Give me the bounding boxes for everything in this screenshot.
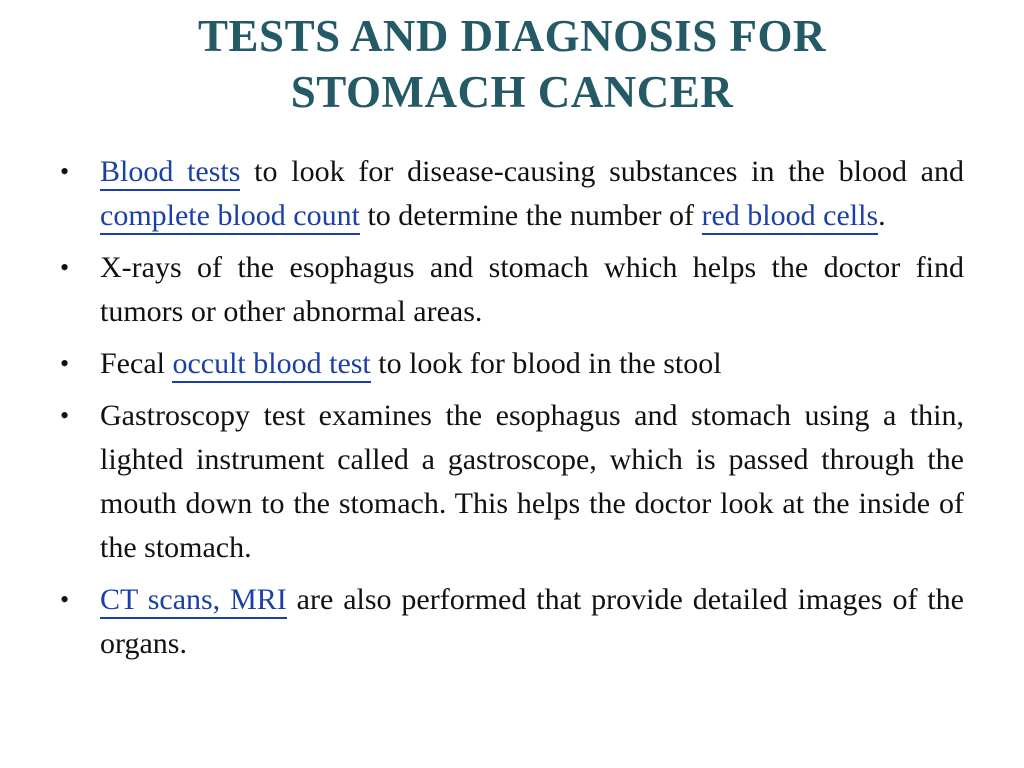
slide-title-line-2: STOMACH CANCER (290, 67, 734, 117)
bullet-icon: • (60, 585, 70, 614)
bullet-text: . (878, 199, 886, 232)
link-ct-scans-mri[interactable]: CT scans, MRI (100, 583, 287, 619)
link-blood-tests[interactable]: Blood tests (100, 155, 240, 191)
bullet-text: to look for blood in the stool (370, 347, 722, 380)
bullet-text: Fecal (100, 347, 173, 380)
bullet-text: Gastroscopy test examines the esophagus and stomach using a thin, lighted instrument called a gastroscope, which is passed through the mouth down to the stomach. This helps the doctor look at the inside of the stomach. (100, 399, 964, 564)
bullet-icon: • (60, 253, 70, 282)
bullet-text: to determine the number of (359, 199, 702, 232)
bullet-item-x-rays (60, 246, 964, 334)
bullet-item-ct-mri (60, 578, 964, 666)
bullet-text: to look for disease-causing substances in the blood and (240, 155, 964, 188)
link-red-blood-cells[interactable]: red blood cells (702, 199, 879, 235)
bullet-list (60, 150, 964, 674)
bullet-icon: • (60, 349, 70, 378)
bullet-item-fecal-test (60, 342, 964, 386)
bullet-item-blood-tests (60, 150, 964, 238)
bullet-text: are also performed that provide detailed images of the organs. (100, 583, 964, 660)
link-complete-blood-count[interactable]: complete blood count (100, 199, 360, 235)
slide-title (0, 8, 1024, 120)
slide-title-line-1: TESTS AND DIAGNOSIS FOR (198, 11, 826, 61)
bullet-item-gastroscopy (60, 394, 964, 570)
bullet-text: X-rays of the esophagus and stomach which helps the doctor find tumors or other abnormal areas. (100, 251, 964, 328)
bullet-icon: • (60, 157, 70, 186)
bullet-icon: • (60, 401, 70, 430)
link-occult-blood-test[interactable]: occult blood test (172, 347, 370, 383)
